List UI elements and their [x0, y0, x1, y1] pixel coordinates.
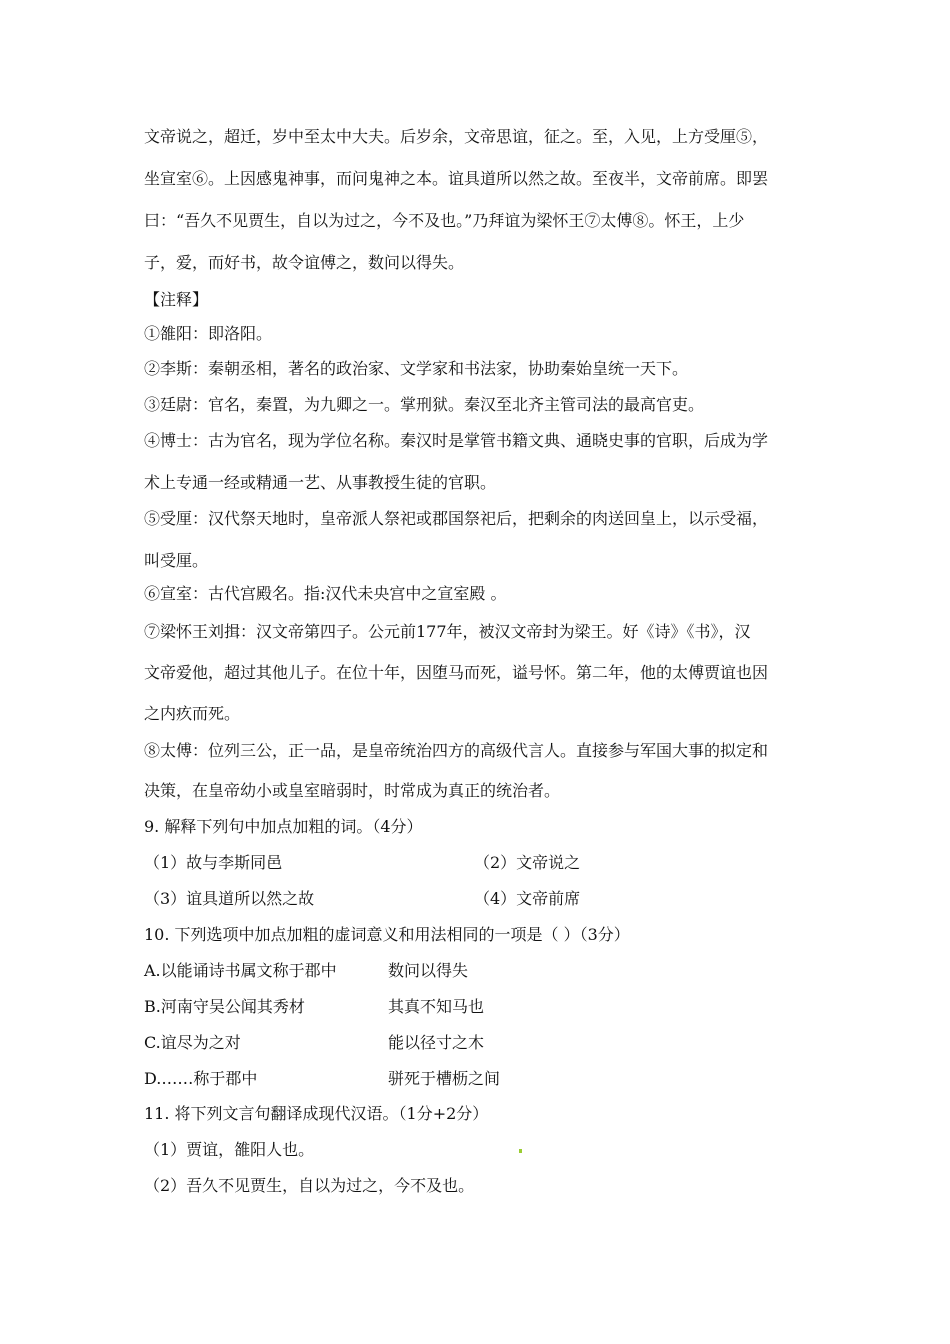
question-11-item: （2）吾久不见贾生，自以为过之，今不及也。	[144, 1176, 475, 1195]
note-item: ⑥宣室：古代宫殿名。指:汉代未央宫中之宣室殿 。	[144, 584, 507, 603]
option-left: A.以能诵诗书属文称于郡中	[144, 961, 337, 980]
option-right: 数问以得失	[388, 961, 469, 980]
passage-line: 子，爱，而好书，故令谊傅之，数问以得失。	[144, 253, 465, 272]
note-item: 叫受厘。	[144, 551, 209, 570]
note-item: ⑧太傅：位列三公，正一品，是皇帝统治四方的高级代言人。直接参与军国大事的拟定和	[144, 741, 769, 760]
question-9-row	[144, 889, 824, 909]
question-11-stem: 11. 将下列文言句翻译成现代汉语。（1分+2分）	[144, 1104, 489, 1123]
passage-line: 文帝说之，超迁，岁中至太中大夫。后岁余，文帝思谊，征之。至，入见，上方受厘⑤，	[144, 127, 769, 146]
question-9-item: （4）文帝前席	[474, 889, 581, 908]
question-9-item: （3）谊具道所以然之故	[144, 889, 315, 908]
question-9-item: （2）文帝说之	[474, 853, 581, 872]
passage-line: 曰：“吾久不见贾生，自以为过之，今不及也。”乃拜谊为梁怀王⑦太傅⑧。怀王，上少	[144, 211, 745, 230]
note-item: ⑦梁怀王刘揖：汉文帝第四子。公元前177年，被汉文帝封为梁王。好《诗》《书》，汉	[144, 622, 751, 641]
question-9-stem: 9. 解释下列句中加点加粗的词。（4分）	[144, 817, 423, 836]
notes-title: 【注释】	[144, 290, 209, 309]
note-item: 文帝爱他，超过其他儿子。在位十年，因堕马而死，谥号怀。第二年，他的太傅贾谊也因	[144, 663, 769, 682]
question-9-row	[144, 853, 824, 873]
option-left: D.……称于郡中	[144, 1069, 258, 1088]
note-item: 决策，在皇帝幼小或皇室暗弱时，时常成为真正的统治者。	[144, 781, 561, 800]
note-item: ④博士：古为官名，现为学位名称。秦汉时是掌管书籍文典、通晓史事的官职，后成为学	[144, 431, 769, 450]
note-item: ⑤受厘：汉代祭天地时，皇帝派人祭祀或郡国祭祀后，把剩余的肉送回皇上，以示受福，	[144, 509, 769, 528]
note-item: 术上专通一经或精通一艺、从事教授生徒的官职。	[144, 473, 497, 492]
option-left: B.河南守吴公闻其秀材	[144, 997, 305, 1016]
question-11-item: （1）贾谊，雒阳人也。	[144, 1140, 315, 1159]
option-left: C.谊尽为之对	[144, 1033, 241, 1052]
stray-mark	[519, 1149, 522, 1153]
question-10-option	[144, 997, 824, 1017]
option-right: 能以径寸之木	[388, 1033, 485, 1052]
option-right: 其真不知马也	[388, 997, 485, 1016]
note-item: ①雒阳：即洛阳。	[144, 324, 273, 343]
note-item: ③廷尉：官名，秦置，为九卿之一。掌刑狱。秦汉至北齐主管司法的最高官吏。	[144, 395, 705, 414]
question-10-option	[144, 1069, 824, 1089]
note-item: 之内疚而死。	[144, 704, 241, 723]
note-item: ②李斯：秦朝丞相，著名的政治家、文学家和书法家，协助秦始皇统一天下。	[144, 359, 689, 378]
question-10-option	[144, 961, 824, 981]
question-10-stem: 10. 下列选项中加点加粗的虚词意义和用法相同的一项是（ ）（3分）	[144, 925, 630, 944]
question-10-option	[144, 1033, 824, 1053]
passage-line: 坐宣室⑥。上因感鬼神事，而问鬼神之本。谊具道所以然之故。至夜半，文帝前席。即罢	[144, 169, 769, 188]
option-right: 骈死于槽枥之间	[388, 1069, 501, 1088]
question-9-item: （1）故与李斯同邑	[144, 853, 283, 872]
